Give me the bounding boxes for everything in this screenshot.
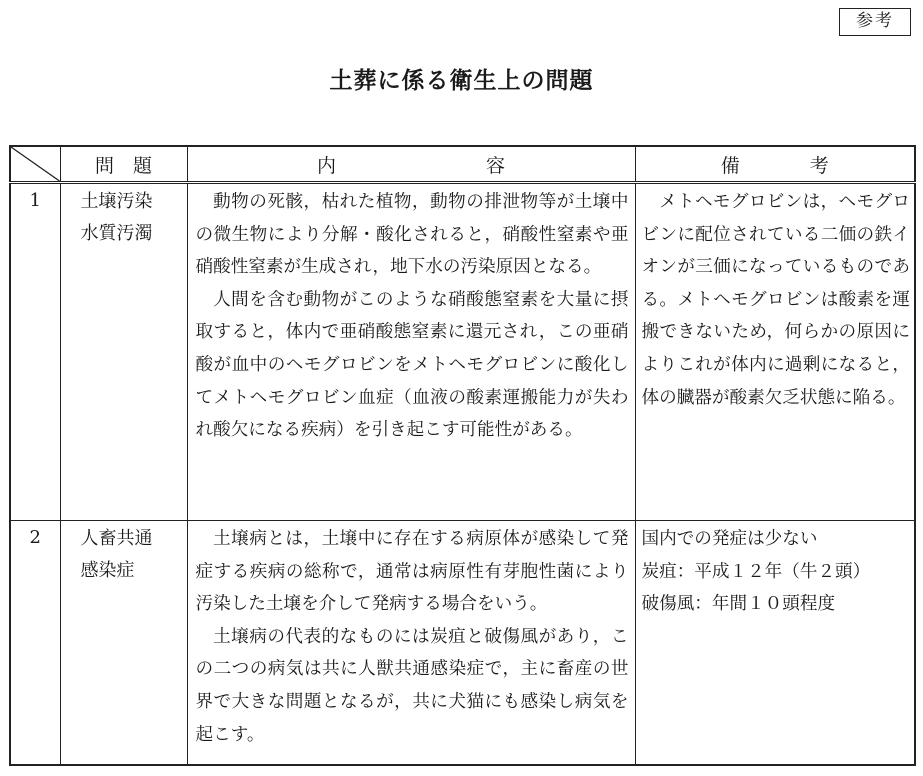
remarks-paragraph: メトヘモグロビンは，ヘモグロビンに配位されている二価の鉄イオンが三価になっているものである。メトヘモグロビンは酸素を運搬できないため，何らかの原因によりこれが体内に過剰になると，体の臓器が酸素欠乏状態に陥る。 bbox=[641, 192, 910, 408]
row-issue bbox=[60, 183, 187, 521]
hygiene-issues-table bbox=[9, 145, 916, 766]
reference-label: 参考 bbox=[839, 8, 911, 36]
table-row bbox=[10, 183, 915, 521]
row-content bbox=[187, 521, 635, 765]
issue-line: 土壌汚染 bbox=[80, 191, 153, 212]
header-content-left: 内 bbox=[316, 154, 336, 177]
row-number: 2 bbox=[10, 521, 60, 765]
row-content bbox=[187, 183, 635, 521]
table-header-row bbox=[10, 146, 915, 183]
issue-line: 人畜共通 bbox=[80, 528, 153, 549]
document-title: 土葬に係る衛生上の問題 bbox=[329, 68, 594, 94]
content-paragraph: 土壌病とは，土壌中に存在する病原体が感染して発症する疾病の総称で，通常は病原性有芽胞性菌により汚染した土壌を介して発病する場合をいう。 bbox=[195, 529, 629, 615]
remarks-line: 炭疽：平成１２年（牛２頭） bbox=[641, 561, 871, 582]
diagonal-line bbox=[11, 147, 60, 181]
header-content bbox=[187, 146, 635, 183]
header-remarks-left: 備 bbox=[720, 154, 740, 177]
header-issue: 問 題 bbox=[60, 146, 187, 183]
header-content-right: 容 bbox=[486, 154, 506, 177]
row-remarks bbox=[635, 521, 915, 765]
row-remarks bbox=[635, 183, 915, 521]
content-paragraph: 土壌病の代表的なものには炭疽と破傷風があり，この二つの病気は共に人獣共通感染症で，主に畜産の世界で大きな問題となるが，共に犬猫にも感染し病気を起こす。 bbox=[195, 626, 629, 745]
content-paragraph: 動物の死骸，枯れた植物，動物の排泄物等が土壌中の微生物により分解・酸化されると，硝酸性窒素や亜硝酸性窒素が生成され，地下水の汚染原因となる。 bbox=[195, 192, 629, 278]
row-number: 1 bbox=[10, 183, 60, 521]
header-remarks-right: 考 bbox=[809, 154, 829, 177]
remarks-line: 国内での発症は少ない bbox=[641, 529, 818, 549]
header-remarks bbox=[635, 146, 915, 183]
issue-line: 感染症 bbox=[80, 560, 135, 581]
remarks-line: 破傷風：年間１０頭程度 bbox=[641, 594, 836, 615]
corner-diagonal-cell bbox=[10, 146, 60, 183]
table-row bbox=[10, 521, 915, 765]
content-paragraph: 人間を含む動物がこのような硝酸態窒素を大量に摂取すると，体内で亜硝酸態窒素に還元され，この亜硝酸が血中のヘモグロビンをメトヘモグロビンに酸化してメトヘモグロビン血症（血液の酸素運搬能力が失われ酸欠になる疾病）を引き起こす可能性がある。 bbox=[195, 289, 629, 441]
row-issue bbox=[60, 521, 187, 765]
issue-line: 水質汚濁 bbox=[80, 223, 153, 244]
